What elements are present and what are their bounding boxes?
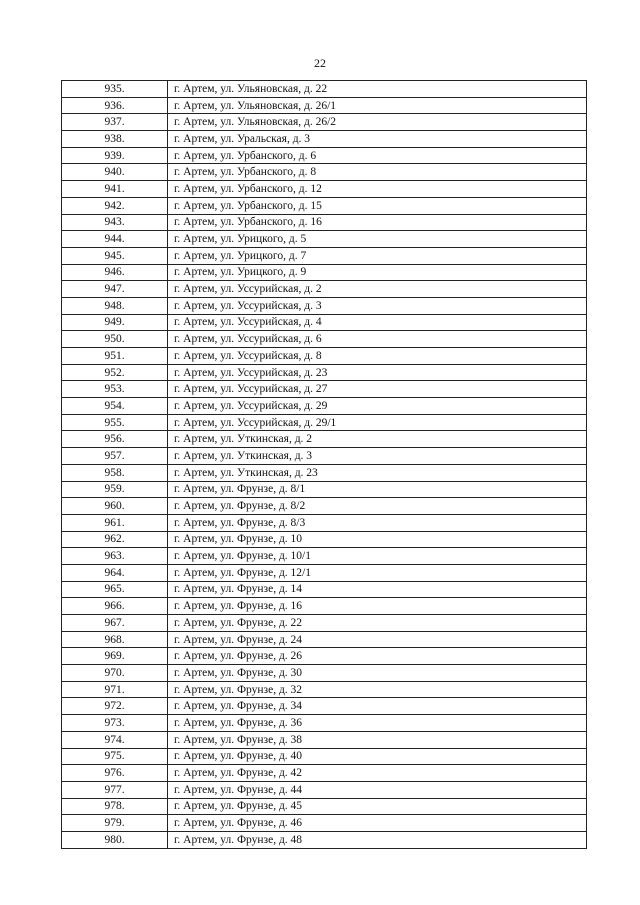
address-cell: г. Артем, ул. Уссурийская, д. 29/1 — [168, 414, 587, 431]
table-row — [62, 247, 587, 264]
row-number-cell: 954. — [62, 398, 168, 415]
table-row — [62, 731, 587, 748]
table-row — [62, 214, 587, 231]
row-number-cell: 938. — [62, 131, 168, 148]
table-row — [62, 364, 587, 381]
address-cell: г. Артем, ул. Фрунзе, д. 10 — [168, 531, 587, 548]
table-row — [62, 765, 587, 782]
row-number-cell: 944. — [62, 231, 168, 248]
row-number-cell: 950. — [62, 331, 168, 348]
address-cell: г. Артем, ул. Фрунзе, д. 14 — [168, 581, 587, 598]
address-cell: г. Артем, ул. Фрунзе, д. 36 — [168, 715, 587, 732]
row-number-cell: 953. — [62, 381, 168, 398]
address-cell: г. Артем, ул. Ульяновская, д. 26/2 — [168, 114, 587, 131]
table-row — [62, 264, 587, 281]
table-row — [62, 531, 587, 548]
row-number-cell: 955. — [62, 414, 168, 431]
table-row — [62, 748, 587, 765]
table-row — [62, 831, 587, 848]
address-cell: г. Артем, ул. Фрунзе, д. 24 — [168, 631, 587, 648]
address-cell: г. Артем, ул. Урбанского, д. 15 — [168, 197, 587, 214]
row-number-cell: 960. — [62, 498, 168, 515]
table-row — [62, 781, 587, 798]
address-cell: г. Артем, ул. Уссурийская, д. 2 — [168, 281, 587, 298]
address-cell: г. Артем, ул. Ульяновская, д. 26/1 — [168, 97, 587, 114]
address-cell: г. Артем, ул. Фрунзе, д. 48 — [168, 831, 587, 848]
row-number-cell: 964. — [62, 564, 168, 581]
address-cell: г. Артем, ул. Уссурийская, д. 27 — [168, 381, 587, 398]
address-cell: г. Артем, ул. Уссурийская, д. 6 — [168, 331, 587, 348]
address-cell: г. Артем, ул. Уткинская, д. 2 — [168, 431, 587, 448]
row-number-cell: 935. — [62, 81, 168, 98]
table-row — [62, 598, 587, 615]
table-row — [62, 681, 587, 698]
table-row — [62, 331, 587, 348]
address-cell: г. Артем, ул. Фрунзе, д. 40 — [168, 748, 587, 765]
address-table — [61, 80, 587, 849]
address-cell: г. Артем, ул. Фрунзе, д. 38 — [168, 731, 587, 748]
row-number-cell: 939. — [62, 147, 168, 164]
address-cell: г. Артем, ул. Фрунзе, д. 44 — [168, 781, 587, 798]
row-number-cell: 977. — [62, 781, 168, 798]
table-row — [62, 498, 587, 515]
row-number-cell: 952. — [62, 364, 168, 381]
table-row — [62, 481, 587, 498]
row-number-cell: 976. — [62, 765, 168, 782]
table-row — [62, 665, 587, 682]
table-row — [62, 81, 587, 98]
row-number-cell: 963. — [62, 548, 168, 565]
table-row — [62, 181, 587, 198]
address-table-body — [62, 81, 587, 849]
address-cell: г. Артем, ул. Фрунзе, д. 32 — [168, 681, 587, 698]
table-row — [62, 297, 587, 314]
table-row — [62, 97, 587, 114]
table-row — [62, 431, 587, 448]
row-number-cell: 943. — [62, 214, 168, 231]
table-row — [62, 815, 587, 832]
row-number-cell: 936. — [62, 97, 168, 114]
table-row — [62, 114, 587, 131]
address-cell: г. Артем, ул. Урбанского, д. 8 — [168, 164, 587, 181]
address-cell: г. Артем, ул. Урбанского, д. 6 — [168, 147, 587, 164]
row-number-cell: 947. — [62, 281, 168, 298]
address-cell: г. Артем, ул. Уссурийская, д. 4 — [168, 314, 587, 331]
row-number-cell: 948. — [62, 297, 168, 314]
row-number-cell: 946. — [62, 264, 168, 281]
row-number-cell: 959. — [62, 481, 168, 498]
row-number-cell: 949. — [62, 314, 168, 331]
address-cell: г. Артем, ул. Уссурийская, д. 8 — [168, 348, 587, 365]
table-row — [62, 715, 587, 732]
row-number-cell: 974. — [62, 731, 168, 748]
table-row — [62, 131, 587, 148]
address-cell: г. Артем, ул. Фрунзе, д. 8/2 — [168, 498, 587, 515]
row-number-cell: 970. — [62, 665, 168, 682]
table-row — [62, 448, 587, 465]
address-cell: г. Артем, ул. Урицкого, д. 9 — [168, 264, 587, 281]
row-number-cell: 945. — [62, 247, 168, 264]
row-number-cell: 961. — [62, 514, 168, 531]
address-cell: г. Артем, ул. Уткинская, д. 23 — [168, 464, 587, 481]
row-number-cell: 968. — [62, 631, 168, 648]
address-cell: г. Артем, ул. Ульяновская, д. 22 — [168, 81, 587, 98]
address-cell: г. Артем, ул. Фрунзе, д. 45 — [168, 798, 587, 815]
row-number-cell: 956. — [62, 431, 168, 448]
table-row — [62, 564, 587, 581]
row-number-cell: 937. — [62, 114, 168, 131]
address-cell: г. Артем, ул. Урбанского, д. 16 — [168, 214, 587, 231]
address-cell: г. Артем, ул. Фрунзе, д. 12/1 — [168, 564, 587, 581]
address-cell: г. Артем, ул. Урицкого, д. 5 — [168, 231, 587, 248]
table-row — [62, 581, 587, 598]
row-number-cell: 965. — [62, 581, 168, 598]
table-row — [62, 698, 587, 715]
address-cell: г. Артем, ул. Фрунзе, д. 16 — [168, 598, 587, 615]
row-number-cell: 940. — [62, 164, 168, 181]
address-cell: г. Артем, ул. Уссурийская, д. 29 — [168, 398, 587, 415]
table-row — [62, 197, 587, 214]
page-number: 22 — [314, 56, 326, 70]
row-number-cell: 957. — [62, 448, 168, 465]
table-row — [62, 348, 587, 365]
row-number-cell: 942. — [62, 197, 168, 214]
address-cell: г. Артем, ул. Уральская, д. 3 — [168, 131, 587, 148]
address-cell: г. Артем, ул. Фрунзе, д. 8/3 — [168, 514, 587, 531]
address-cell: г. Артем, ул. Фрунзе, д. 22 — [168, 615, 587, 632]
table-row — [62, 231, 587, 248]
row-number-cell: 975. — [62, 748, 168, 765]
table-row — [62, 314, 587, 331]
table-row — [62, 381, 587, 398]
row-number-cell: 962. — [62, 531, 168, 548]
address-cell: г. Артем, ул. Фрунзе, д. 46 — [168, 815, 587, 832]
address-cell: г. Артем, ул. Уткинская, д. 3 — [168, 448, 587, 465]
table-row — [62, 164, 587, 181]
table-row — [62, 548, 587, 565]
row-number-cell: 951. — [62, 348, 168, 365]
row-number-cell: 969. — [62, 648, 168, 665]
row-number-cell: 980. — [62, 831, 168, 848]
address-cell: г. Артем, ул. Урбанского, д. 12 — [168, 181, 587, 198]
table-row — [62, 398, 587, 415]
row-number-cell: 958. — [62, 464, 168, 481]
row-number-cell: 973. — [62, 715, 168, 732]
address-cell: г. Артем, ул. Фрунзе, д. 30 — [168, 665, 587, 682]
row-number-cell: 966. — [62, 598, 168, 615]
table-row — [62, 147, 587, 164]
table-row — [62, 281, 587, 298]
address-cell: г. Артем, ул. Фрунзе, д. 42 — [168, 765, 587, 782]
table-row — [62, 648, 587, 665]
table-row — [62, 464, 587, 481]
table-row — [62, 631, 587, 648]
table-row — [62, 798, 587, 815]
address-cell: г. Артем, ул. Фрунзе, д. 26 — [168, 648, 587, 665]
address-cell: г. Артем, ул. Фрунзе, д. 10/1 — [168, 548, 587, 565]
row-number-cell: 979. — [62, 815, 168, 832]
table-row — [62, 414, 587, 431]
row-number-cell: 941. — [62, 181, 168, 198]
address-cell: г. Артем, ул. Фрунзе, д. 34 — [168, 698, 587, 715]
address-cell: г. Артем, ул. Урицкого, д. 7 — [168, 247, 587, 264]
table-row — [62, 514, 587, 531]
row-number-cell: 967. — [62, 615, 168, 632]
address-cell: г. Артем, ул. Уссурийская, д. 3 — [168, 297, 587, 314]
row-number-cell: 971. — [62, 681, 168, 698]
address-cell: г. Артем, ул. Уссурийская, д. 23 — [168, 364, 587, 381]
row-number-cell: 972. — [62, 698, 168, 715]
row-number-cell: 978. — [62, 798, 168, 815]
address-cell: г. Артем, ул. Фрунзе, д. 8/1 — [168, 481, 587, 498]
table-row — [62, 615, 587, 632]
